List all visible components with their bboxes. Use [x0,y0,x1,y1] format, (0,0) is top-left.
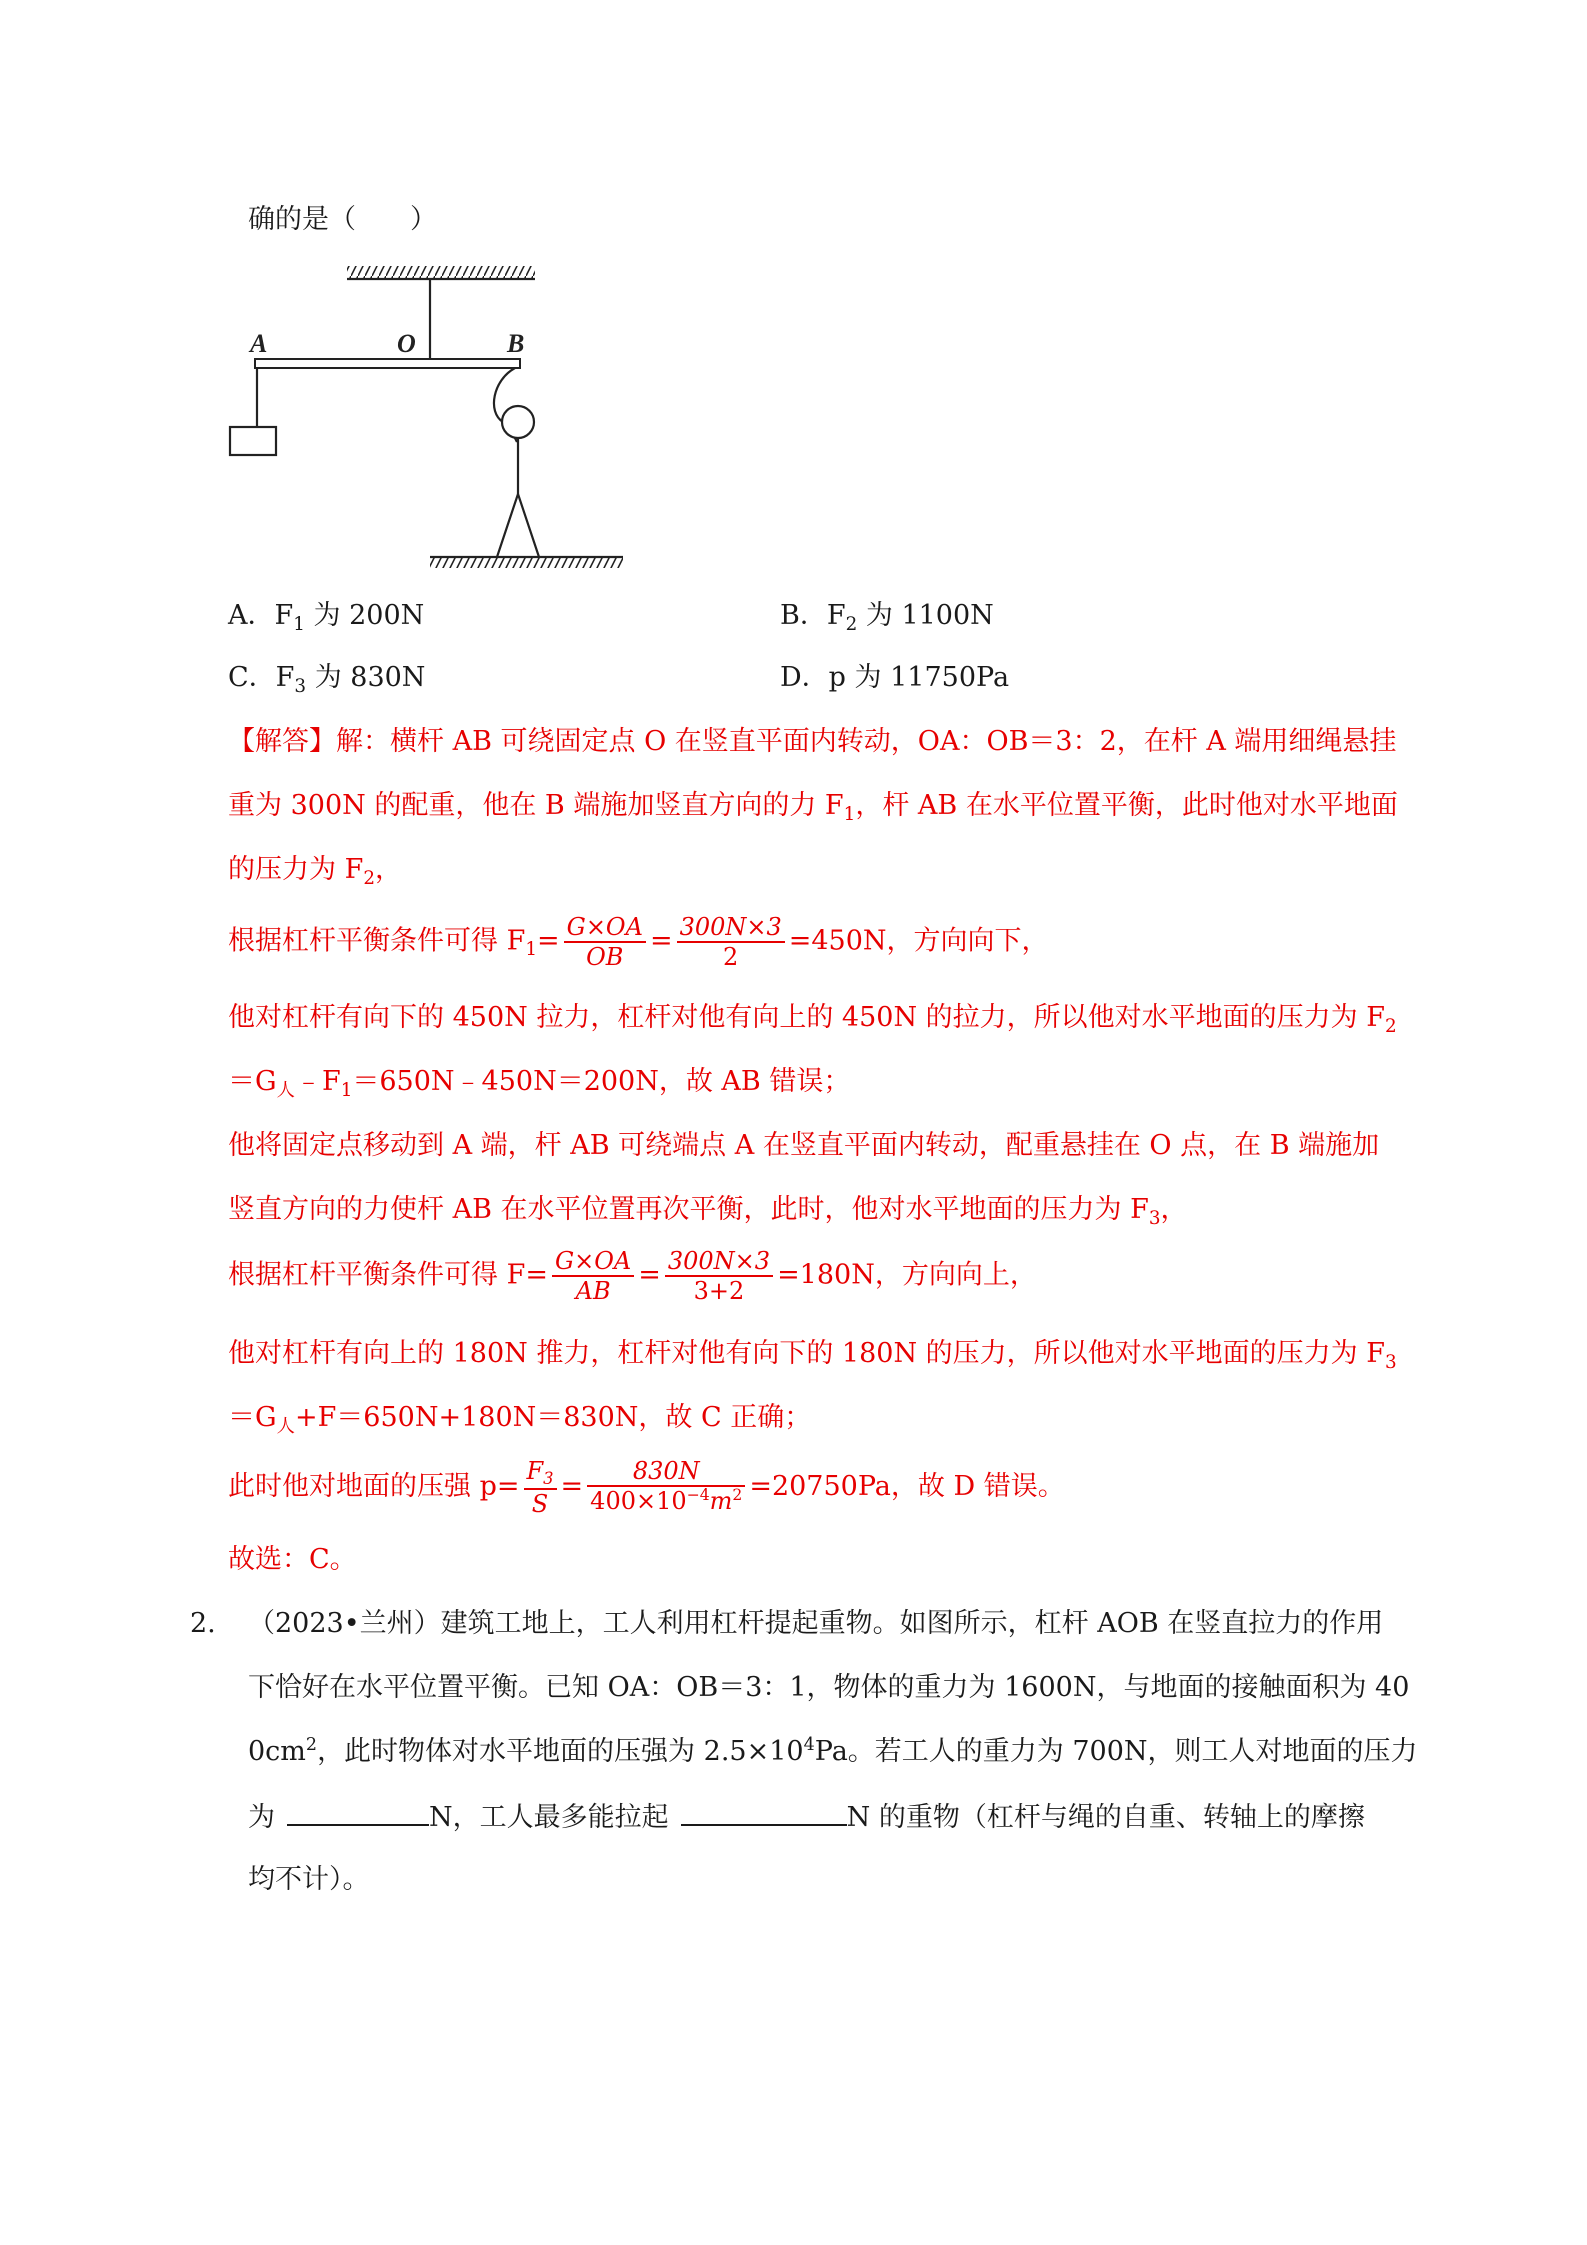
intro-text: 确的是（ ） [248,204,437,235]
fraction-830-area: $\frac{830N}{400\times 10^{-4}m^2}$ [587,1458,745,1517]
lever-bar [255,359,520,368]
answer-line-12: 此时他对地面的压强 p= $\frac{F_3}{S}$ = $\frac{830N}{400\times 10^{-4}m^2}$ =20750Pa，故 D 错误。 [228,1457,1065,1518]
ceiling [347,266,535,279]
answer-line-11: $=G_人+F=650N+180N=830N$，故 C 正确； [228,1402,812,1437]
answer-line-9: 根据杠杆平衡条件可得 F= $\frac{G\times OA}{AB}$ = $\frac{300N\times 3}{3+2}$ =180N，方向向上， [228,1247,1037,1305]
option-b: B．$F_2$ 为 1100N [780,600,994,635]
fraction-g-oa-ab: $\frac{G\times OA}{AB}$ [552,1248,634,1304]
answer-line-5: 他对杠杆有向下的 450N 拉力，杠杆对他有向上的 450N 的拉力，所以他对水平地面的压力为 $F_2$ [228,1002,1397,1037]
label-o: O [397,329,416,358]
option-d: D．p 为 11750Pa [780,662,1010,693]
answer-line-2: 重为 300N 的配重，他在 B 端施加竖直方向的力 $F_1$，杆 AB 在水平位置平衡，此时他对水平地面 [228,790,1398,825]
q2-line-5: 均不计）。 [248,1864,370,1895]
answer-line-1: 【解答】解：横杆 AB 可绕固定点 O 在竖直平面内转动，OA：OB＝3：2，在杆 A 端用细绳悬挂 [228,726,1397,757]
answer-line-8: 竖直方向的力使杆 AB 在水平位置再次平衡，此时，他对水平地面的压力为 $F_3$， [228,1194,1188,1229]
ground [430,557,623,568]
q2-line-4: 为 N，工人最多能拉起 N 的重物（杠杆与绳的自重、转轴上的摩擦 [248,1796,1365,1838]
counterweight [230,427,276,455]
label-a: A [250,329,268,358]
answer-line-6: $=G_人﹣F_1=650N﹣450N=200N$，故 AB 错误； [228,1066,851,1101]
option-a: A．$F_1$ 为 200N [228,600,425,635]
person-figure [494,368,539,557]
fraction-300-2: $\frac{300N\times 3}{2}$ [677,914,785,970]
q2-line-1: （2023•兰州）建筑工地上，工人利用杠杆提起重物。如图所示，杠杆 AOB 在竖直拉力的作用 [248,1608,1384,1639]
q2-line-2: 下恰好在水平位置平衡。已知 OA：OB＝3：1，物体的重力为 1600N，与地面的接触面积为 40 [248,1672,1410,1703]
fraction-300-5: $\frac{300N\times 3}{3+2}$ [665,1248,773,1304]
q2-number: 2. [190,1608,216,1639]
q2-line-3: $0cm^2$，此时物体对水平地面的压强为 $2.5\times 10^4Pa$。若工人的重力为 700N，则工人对地面的压力 [248,1735,1418,1767]
lever-figure [225,262,635,572]
answer-tag: 【解答】 [228,726,336,757]
answer-line-7: 他将固定点移动到 A 端，杆 AB 可绕端点 A 在竖直平面内转动，配重悬挂在 O 点，在 B 端施加 [228,1130,1380,1161]
answer-line-3: 的压力为 $F_2$， [228,854,403,889]
label-b: B [507,329,525,358]
answer-blank-2[interactable] [681,1796,847,1826]
answer-line-10: 他对杠杆有向上的 180N 推力，杠杆对他有向下的 180N 的压力，所以他对水平地面的压力为 $F_3$ [228,1338,1397,1373]
answer-line-4: 根据杠杆平衡条件可得 $F_1=$ $\frac{G\times OA}{OB}$ = $\frac{300N\times 3}{2}$ =450N，方向向下， [228,913,1049,971]
answer-line-13: 故选：C。 [228,1544,357,1575]
answer-blank-1[interactable] [287,1796,429,1826]
fraction-f3-s: $\frac{F_3}{S}$ [524,1458,557,1517]
option-c: C．$F_3$ 为 830N [228,662,426,697]
fraction-g-oa-ob: $\frac{G\times OA}{OB}$ [564,914,646,970]
